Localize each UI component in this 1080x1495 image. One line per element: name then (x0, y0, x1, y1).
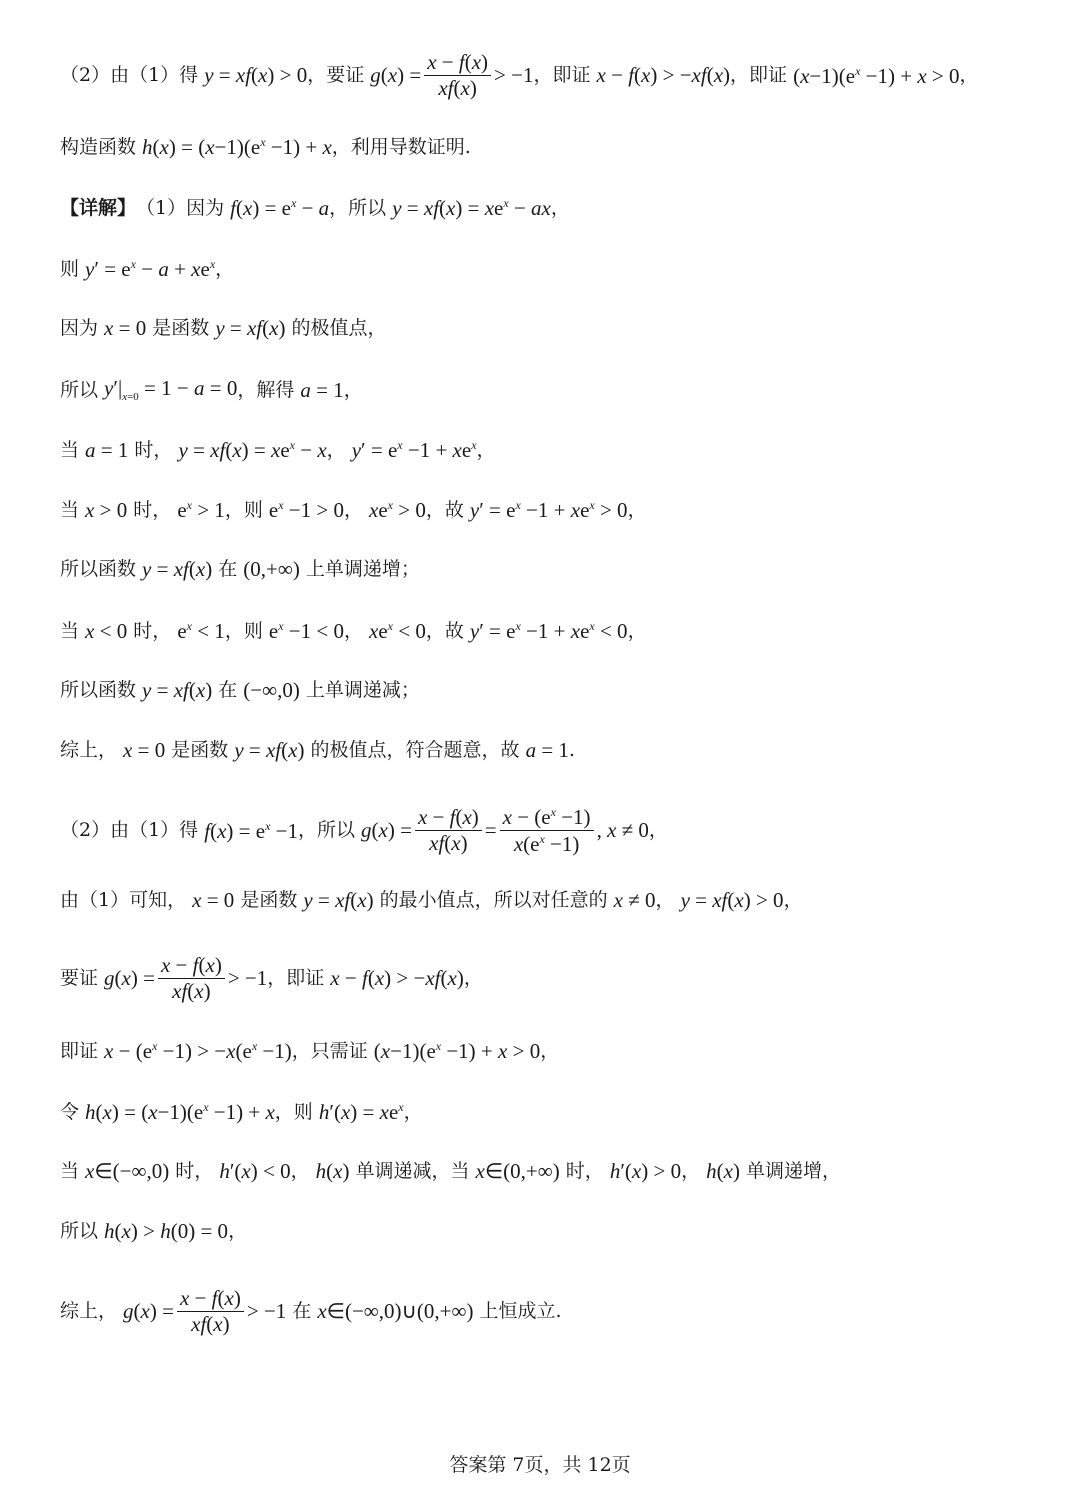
solution-line-9: 所以函数 y = xf(x) 在 (0,+∞) 上单调递增； (60, 557, 420, 581)
solution-line-5: 因为 x = 0 是函数 y = xf(x) 的极值点， (60, 316, 387, 340)
solution-line-16: 即证 $x - (e^x -1) > -x(e^x -1)$ ，只需证 $(x-1)(e^x -1) + x > 0$ ， (60, 1039, 560, 1063)
solution-line-1: （2）由（1）得 y = xf(x) > 0 ，要证 g(x) = $\frac{x - f(x)}{xf(x)}$ > −1 ，即证 x − f(x) > −xf(x) ，即证 $(x-1)(e^x -1) + x > 0$ ， (60, 50, 979, 100)
solution-line-3: 【详解】 （1）因为 $f(x) = e^x - a$ ，所以 $y = xf(x) = xe^x$ − ax ， (60, 196, 570, 220)
solution-line-6: 所以 $y'|_{x=0} = 1 - a = 0$ ，解得 a = 1 ， (60, 376, 363, 403)
solution-line-8: 当 x > 0 时， $e^x > 1$ ，则 $e^x -1 > 0$ ， $xe^x > 0$ ，故 $y' = e^x -1 + xe^x > 0$ ， (60, 497, 647, 522)
solution-line-14: 由（1）可知， x = 0 是函数 y = xf(x) 的最小值点，所以对任意的 x ≠ 0 ， y = xf(x) > 0 ， (60, 888, 803, 912)
solution-line-20: 综上， g(x) = $\frac{x - f(x)}{xf(x)}$ > −1 在 x∈(−∞,0)∪(0,+∞) 上恒成立. (60, 1286, 562, 1336)
solution-line-18: 当 x∈(−∞,0) 时， h′(x) < 0 ， h(x) 单调递减，当 x∈(0,+∞) 时， h′(x) > 0 ， h(x) 单调递增， (60, 1159, 841, 1183)
solution-line-11: 所以函数 y = xf(x) 在 (−∞,0) 上单调递减； (60, 678, 420, 702)
solution-line-17: 令 $h(x) = (x-1)(e^x -1) + x$ ，则 $h'(x) = xe^x$ ， (60, 1100, 423, 1124)
solution-line-19: 所以 h(x) > h(0) = 0 ， (60, 1219, 248, 1243)
solution-line-7: 当 a = 1 时， $y = xf(x) = xe^x - x$ ， $y' = e^x -1 + xe^x$ ， (60, 437, 496, 462)
solution-line-15: 要证 g(x) = $\frac{x - f(x)}{xf(x)}$ > −1 ，即证 x − f(x) > −xf(x) ， (60, 953, 483, 1003)
page-footer: 答案第 7页，共 12页 (449, 1454, 631, 1476)
solution-line-13: （2）由（1）得 $f(x) = e^x -1$ ，所以 g(x) = $\frac{x - f(x)}{xf(x)}$ = $\frac{x - (e^x -1)}{x(e^x -1)}$ , x ≠ 0 ， (60, 805, 668, 856)
solution-line-10: 当 x < 0 时， $e^x < 1$ ，则 $e^x -1 < 0$ ， $xe^x < 0$ ，故 $y' = e^x -1 + xe^x < 0$ ， (60, 618, 647, 643)
solution-line-12: 综上， x = 0 是函数 y = xf(x) 的极值点，符合题意，故 a = 1 . (60, 738, 575, 762)
solution-line-4: 则 $y' = e^x - a + xe^x$ ， (60, 257, 235, 281)
solution-line-2: 构造函数 $h(x) = (x-1)(e^x -1) + x$ ，利用导数证明. (60, 135, 471, 159)
